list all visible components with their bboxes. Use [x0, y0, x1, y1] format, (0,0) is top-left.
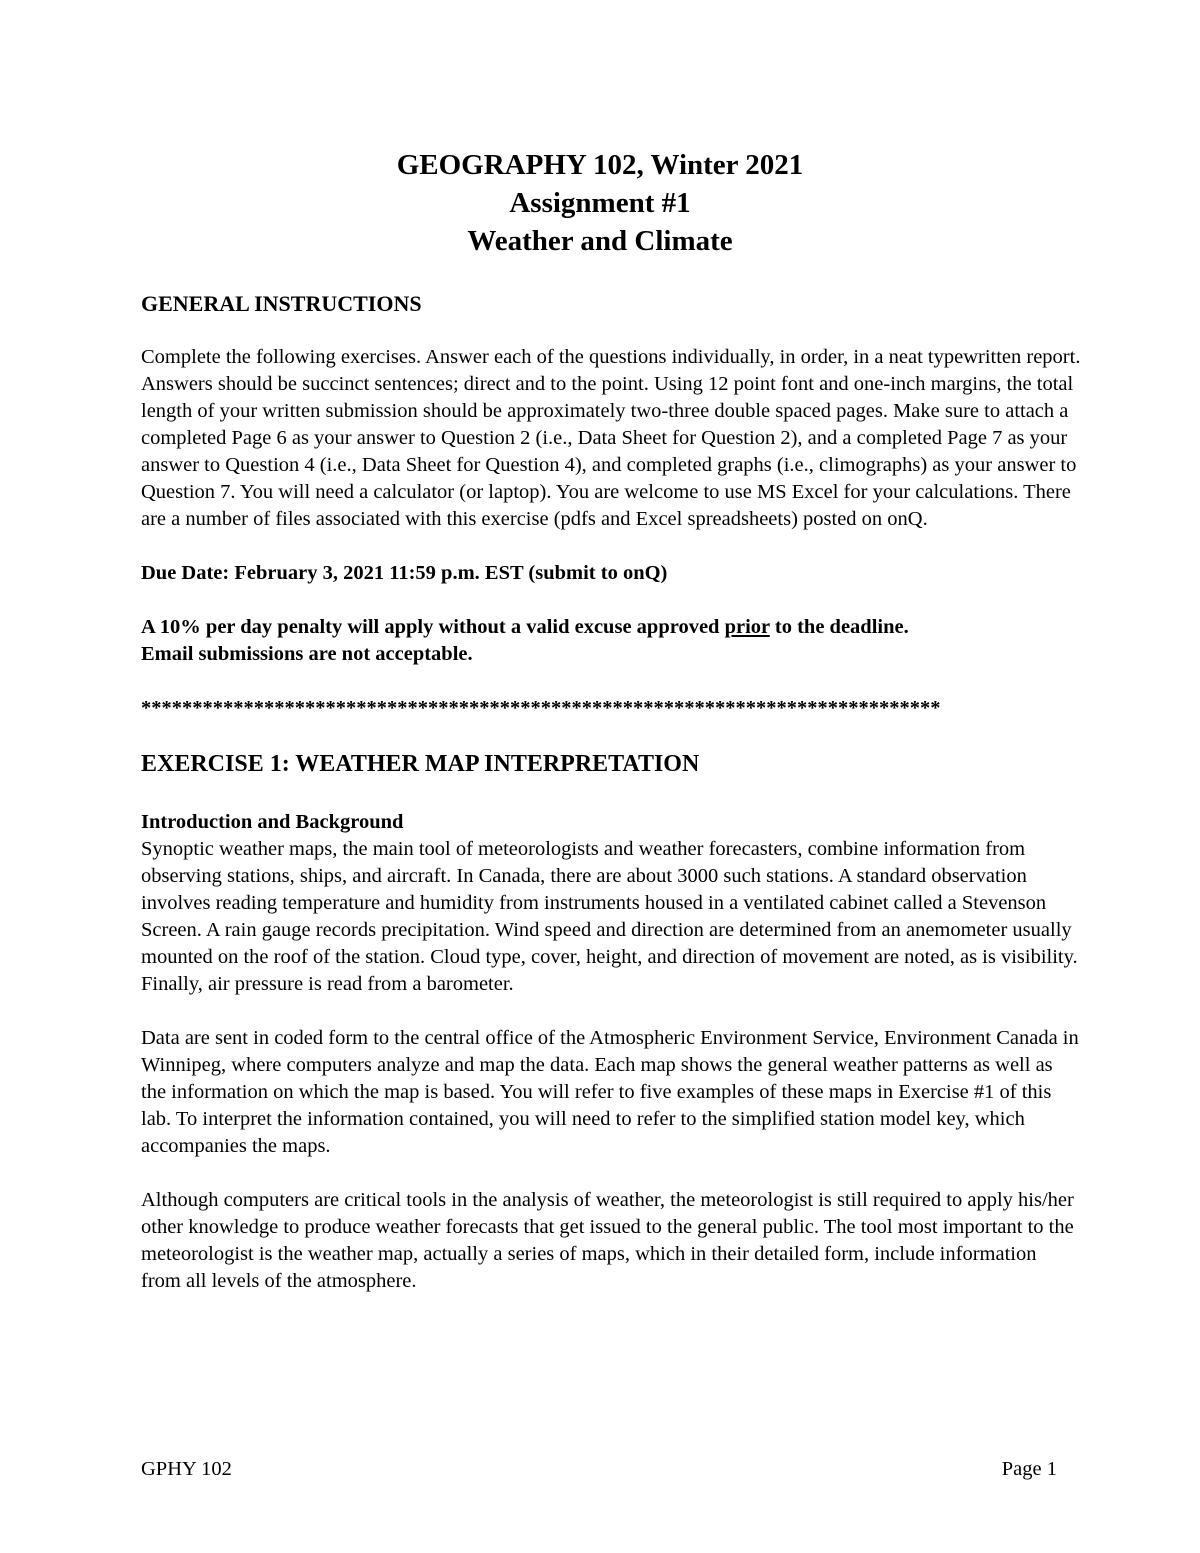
separator-line: ******************************************************************************: [141, 697, 941, 719]
penalty-text-start: A 10% per day penalty will apply without a valid excuse approved: [141, 616, 725, 638]
assignment-subtitle: Weather and Climate: [467, 225, 733, 257]
due-date: Due Date: February 3, 2021 11:59 p.m. EST (submit to onQ): [141, 562, 668, 584]
exercise-1-paragraph-3: Although computers are critical tools in the analysis of weather, the meteorologist is still required to apply his/her other knowledge to produce weather forecasts that get issued to the general public. The tool most important to the meteorologist is the weather map, actually a series of maps, which in their detailed form, include information from all levels of the atmosphere.: [141, 1189, 1074, 1292]
general-instructions-paragraph: Complete the following exercises. Answer each of the questions individually, in order, in a neat typewritten report. Answers should be succinct sentences; direct and to the point. Using 12 point font and one-inch margins, the total length of your written submission should be approximately two-three double spaced pages. Make sure to attach a completed Page 6 as your answer to Question 2 (i.e., Data Sheet for Question 2), and a completed Page 7 as your answer to Question 4 (i.e., Data Sheet for Question 4), and completed graphs (i.e., climographs) as your answer to Question 7. You will need a calculator (or laptop). You are welcome to use MS Excel for your calculations. There are a number of files associated with this exercise (pdfs and Excel spreadsheets) posted on onQ.: [141, 346, 1081, 530]
exercise-1-paragraph-2: Data are sent in coded form to the central office of the Atmospheric Environment Service, Environment Canada in Winnipeg, where computers analyze and map the data. Each map shows the general weather patterns as well as the information on which the map is based. You will refer to five examples of these maps in Exercise #1 of this lab. To interpret the information contained, you will need to refer to the simplified station model key, which accompanies the maps.: [141, 1027, 1079, 1157]
document-body: [141, 290, 1081, 1322]
exercise-1-paragraph-1: Synoptic weather maps, the main tool of meteorologists and weather forecasters, combine information from observing stations, ships, and aircraft. In Canada, there are about 3000 such stations. A standard observation involves reading temperature and humidity from instruments housed in a ventilated cabinet called a Stevenson Screen. A rain gauge records precipitation. Wind speed and direction are determined from an anemometer usually mounted on the roof of the station. Cloud type, cover, height, and direction of movement are noted, as is visibility. Finally, air pressure is read from a barometer.: [141, 838, 1078, 995]
footer-course-code: GPHY 102: [141, 1458, 232, 1480]
document-title: [0, 146, 1200, 260]
penalty-text-end: to the deadline.: [769, 616, 909, 638]
email-note: Email submissions are not acceptable.: [141, 643, 473, 665]
assignment-title: Assignment #1: [509, 187, 691, 219]
penalty-underlined-word: prior: [724, 616, 770, 638]
course-title: GEOGRAPHY 102, Winter 2021: [396, 149, 804, 181]
intro-background-heading: Introduction and Background: [141, 811, 404, 833]
general-instructions-heading: GENERAL INSTRUCTIONS: [141, 291, 422, 316]
penalty-notice: [141, 614, 1081, 668]
footer-page-number: Page 1: [1001, 1458, 1057, 1480]
exercise-1-heading: EXERCISE 1: WEATHER MAP INTERPRETATION: [141, 751, 700, 777]
